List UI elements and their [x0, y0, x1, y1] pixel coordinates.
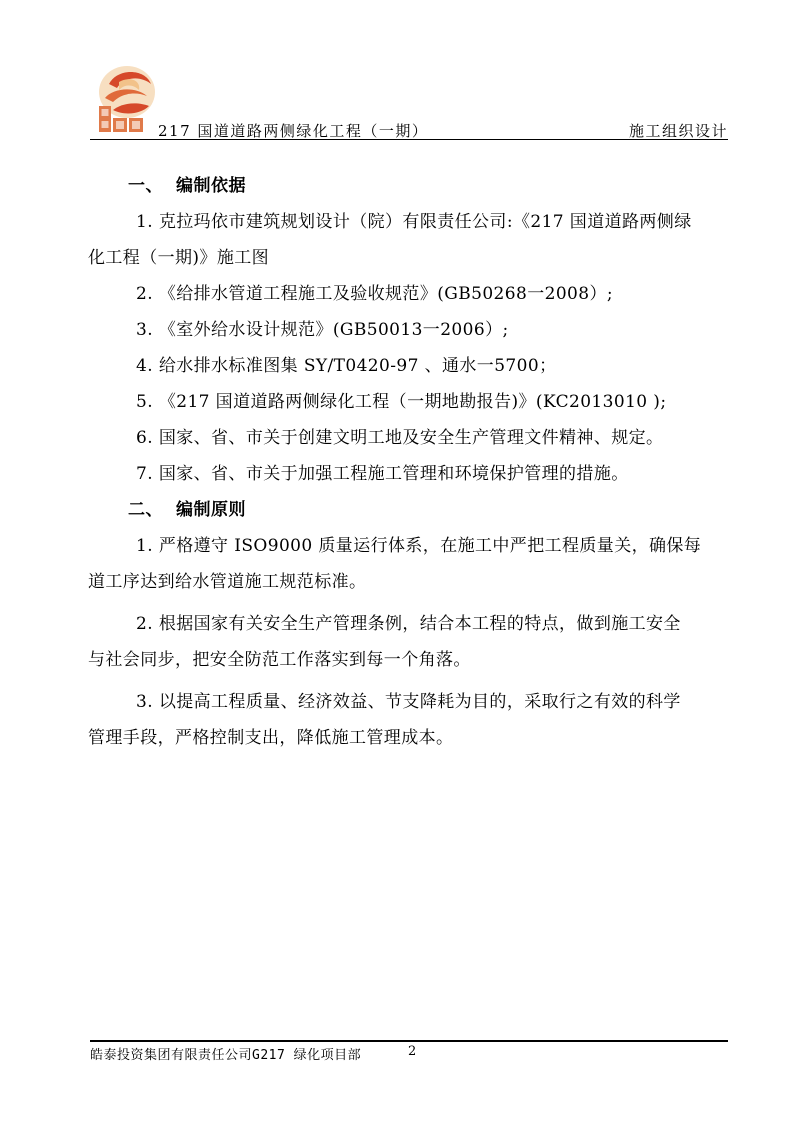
section-number: 二、	[128, 500, 163, 520]
list-item	[88, 528, 728, 600]
list-item-line: 与社会同步，把安全防范工作落实到每一个角落。	[88, 650, 471, 670]
company-seal-logo-icon	[95, 62, 159, 134]
section-heading	[88, 492, 728, 528]
section-heading	[88, 168, 728, 204]
section-number: 一、	[128, 176, 163, 196]
list-item: 6. 国家、省、市关于创建文明工地及安全生产管理文件精神、规定。	[136, 428, 664, 448]
list-item: 2. 《给排水管道工程施工及验收规范》(GB50268一2008）;	[136, 284, 613, 304]
list-item-line: 道工序达到给水管道施工规范标准。	[88, 572, 367, 592]
section-title: 编制依据	[176, 176, 246, 196]
footer-divider	[90, 1040, 728, 1042]
document-body	[88, 168, 728, 756]
page-number: 2	[408, 1044, 417, 1059]
list-item	[88, 684, 728, 756]
footer-company: 皓泰投资集团有限责任公司G217 绿化项目部	[90, 1048, 362, 1063]
list-item-line: 化工程（一期)》施工图	[88, 248, 270, 268]
header-title: 217 国道道路两侧绿化工程（一期）	[158, 122, 429, 140]
list-item-line: 3. 以提高工程质量、经济效益、节支降耗为目的，采取行之有效的科学	[136, 692, 681, 712]
list-item: 5. 《217 国道道路两侧绿化工程（一期地勘报告)》(KC2013010 );	[136, 392, 667, 412]
header-divider	[90, 139, 728, 140]
list-item	[88, 606, 728, 678]
list-item-line: 1. 严格遵守 ISO9000 质量运行体系，在施工中严把工程质量关，确保每	[136, 536, 702, 556]
list-item: 4. 给水排水标准图集 SY/T0420-97 、通水一5700；	[136, 356, 557, 376]
list-item-line: 1. 克拉玛依市建筑规划设计（院）有限责任公司:《217 国道道路两侧绿	[136, 212, 692, 232]
list-item-line: 2. 根据国家有关安全生产管理条例，结合本工程的特点，做到施工安全	[136, 614, 681, 634]
list-item-line: 管理手段，严格控制支出，降低施工管理成本。	[88, 728, 454, 748]
list-item	[88, 204, 728, 276]
list-item: 7. 国家、省、市关于加强工程施工管理和环境保护管理的措施。	[136, 464, 629, 484]
section-title: 编制原则	[176, 500, 246, 520]
list-item: 3. 《室外给水设计规范》(GB50013一2006）;	[136, 320, 509, 340]
header-section: 施工组织设计	[628, 122, 728, 140]
